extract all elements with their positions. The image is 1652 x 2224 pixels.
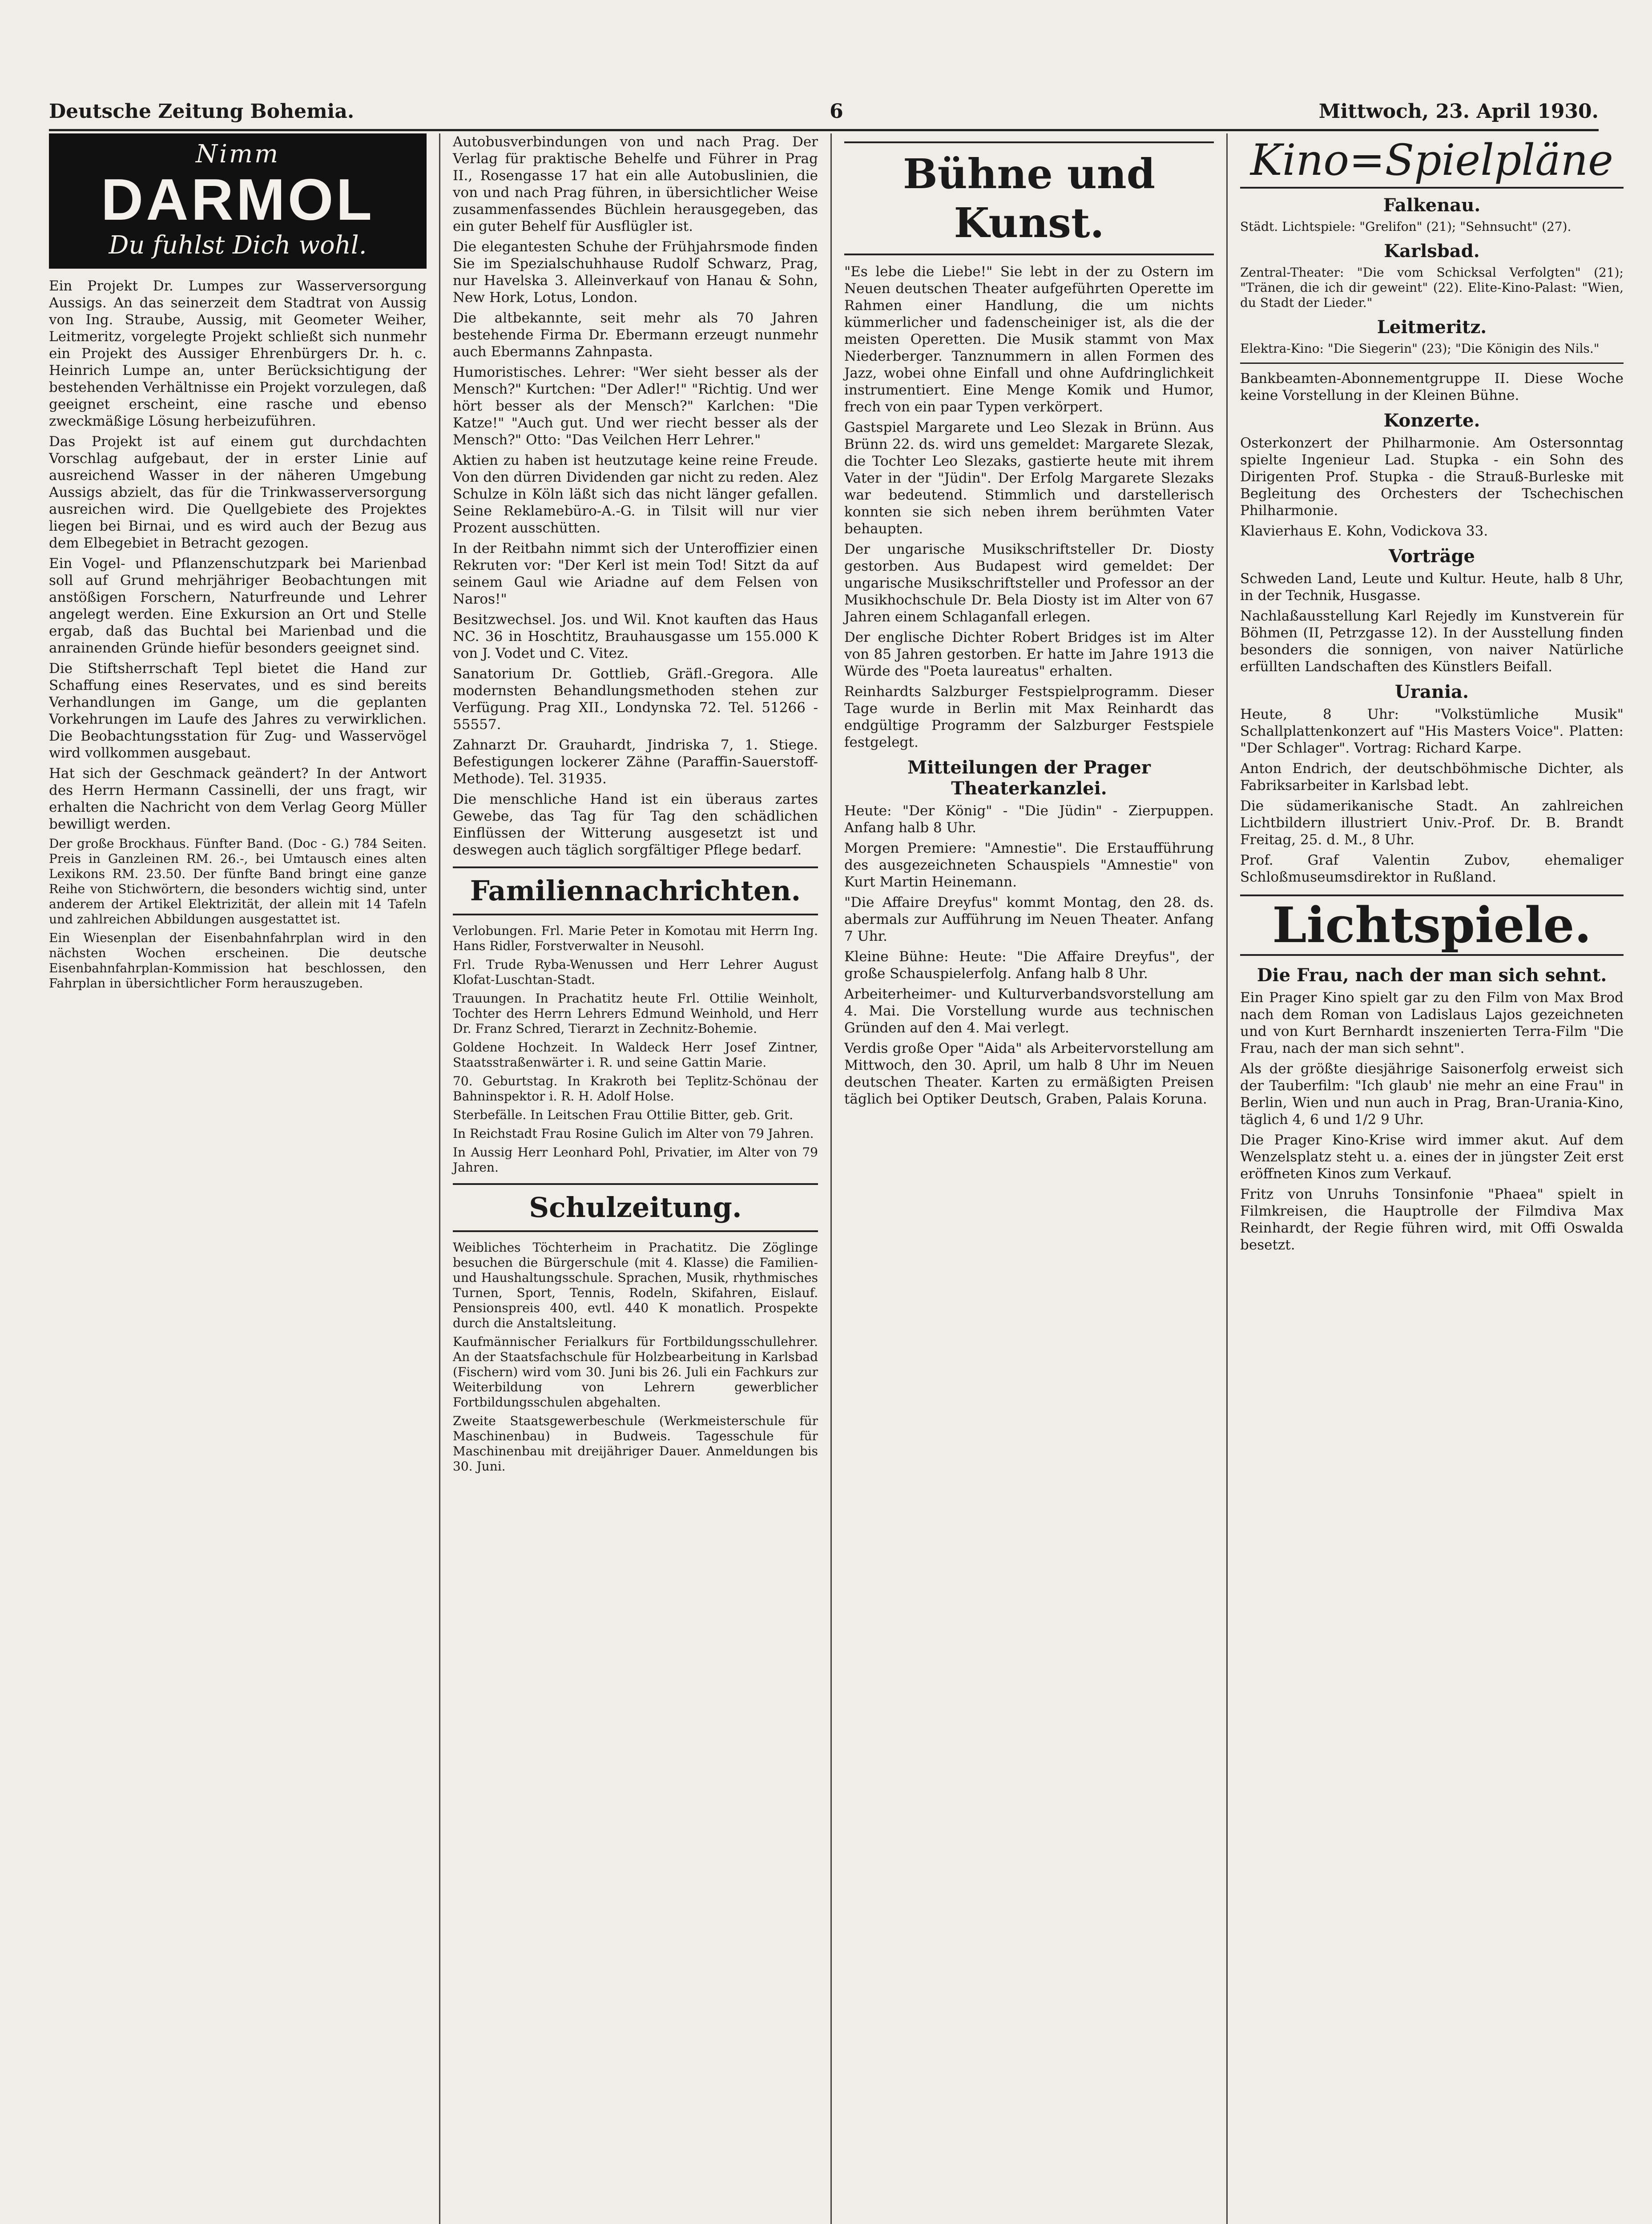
theater-section-title: Bühne und Kunst. xyxy=(844,141,1214,255)
film-text: Fritz von Unruhs Tonsinfonie "Phaea" spielt in Filmkreisen, die Hauptrolle der Filmdiva Max Reinhardt, der Regie führen wird, mit Offi Oswalda besetzt. xyxy=(1240,1186,1624,1253)
article-paragraph: Arbeiterheimer- und Kulturverbandsvorstellung am 4. Mai. Die Vorstellung wurde aus technischen Gründen auf den 4. Mai verlegt. xyxy=(844,986,1214,1036)
article-paragraph: Ein Wiesenplan der Eisenbahnfahrplan wird in den nächsten Wochen erscheinen. Die deutsche Eisenbahnfahrplan-Kommission hat beschlossen, den Fahrplan in übersichtlicher Form herauszugeben. xyxy=(49,931,427,991)
family-notice: Frl. Trude Ryba-Wenussen und Herr Lehrer August Klofat-Luschtan-Stadt. xyxy=(453,957,818,987)
article-paragraph: Hat sich der Geschmack geändert? In der Antwort des Herrn Hermann Cassinelli, der uns fragt, wir erhalten die Nachricht von dem Verlag Georg Müller bewilligt werden. xyxy=(49,766,427,832)
article-paragraph: Ein Vogel- und Pflanzenschutzpark bei Marienbad soll auf Grund mehrjähriger Beobachtungen mit anstößigen Forschern, Naturfreunde und Lehrer angelegt werden. Eine Exkursion an Ort und Stelle ergab, daß das Buchtal bei Marienbad und die anrainenden Gründe hiefür besonders geeignet sind. xyxy=(49,556,427,656)
film-text: Ein Prager Kino spielt gar zu den Film von Max Brod nach dem Roman von Ladislaus Lajos gezeichneten und von Kurt Bernhardt inszenierten Terra-Film "Die Frau, nach der man sich sehnt". xyxy=(1240,990,1624,1056)
urania-text: Heute, 8 Uhr: "Volkstümliche Musik" Schallplattenkonzert auf "His Masters Voice". Platten: "Der Schlager". Vortrag: Richard Karpe. xyxy=(1240,706,1624,756)
cinema-listing: Zentral-Theater: "Die vom Schicksal Verfolgten" (21); "Tränen, die ich dir geweint" (22). Elite-Kino-Palast: "Wien, du Stadt der Lieder." xyxy=(1240,265,1624,310)
school-notice: Kaufmännischer Ferialkurs für Fortbildungsschullehrer. An der Staatsfachschule für Holzbearbeitung in Karlsbad (Fischern) wird vom 30. Juni bis 26. Juli ein Fachkurs zur Weiterbildung von Lehrern gewerblicher Fortbildungsschulen abgehalten. xyxy=(453,1334,818,1410)
concert-text: Klavierhaus E. Kohn, Vodickova 33. xyxy=(1240,523,1488,539)
family-notice: In Aussig Herr Leonhard Pohl, Privatier, im Alter von 79 Jahren. xyxy=(453,1145,818,1175)
concert-text: Osterkonzert der Philharmonie. Am Ostersonntag spielte Ingenieur Lad. Stupka - ein Sohn des Dirigenten Prof. Stupka - die Strauß-Burleske mit Begleitung des Orchesters der Tschechischen Philharmonie. xyxy=(1240,435,1624,519)
family-notice: Sterbefälle. In Leitschen Frau Ottilie Bitter, geb. Grit. xyxy=(453,1108,794,1122)
film-text: Als der größte diesjährige Saisonerfolg erweist sich der Tauberfilm: "Ich glaub' nie mehr an eine Frau" in Berlin, Wien und nun auch in Prag, Bran-Urania-Kino, täglich 4, 6 und 1/2 9 Uhr. xyxy=(1240,1061,1624,1128)
article-paragraph: Der große Brockhaus. Fünfter Band. (Doc - G.) 784 Seiten. Preis in Ganzleinen RM. 26.-, bei Umtausch eines alten Lexikons RM. 23.50. Der fünfte Band bringt eine ganze Reihe von Stichwörtern, die besonders wichtig sind, unter anderem der Artikel Elektrizität, der allein mit 14 Tafeln und zahlreichen Abbildungen ausgestattet ist. xyxy=(49,836,427,927)
urania-text: Die südamerikanische Stadt. An zahlreichen Lichtbildern illustriert Univ.-Prof. Dr. B. Brandt Freitag, 25. d. M., 8 Uhr. xyxy=(1240,798,1624,848)
article-paragraph: Das Projekt ist auf einem gut durchdachten Vorschlag aufgebaut, der in erster Linie auf ausreichend Wasser in der näheren Umgebung Aussigs abzielt, das für die Trinkwasserversorgung ausreichen wird. Die Quellgebiete des Projektes liegen bei Birnai, und es wird auch der Bezug aus dem Elbegebiet in Betracht gezogen. xyxy=(49,434,427,551)
article-paragraph: Die elegantesten Schuhe der Frühjahrsmode finden Sie im Spezialschuhhause Rudolf Schwarz, Prag, nur Havelska 3. Alleinverkauf von Hanau & Sohn, New Hork, Lotus, London. xyxy=(453,239,818,306)
school-notice: Zweite Staatsgewerbeschule (Werkmeisterschule für Maschinenbau) in Budweis. Tagesschule für Maschinenbau mit dreijähriger Dauer. Anmeldungen bis 30. Juni. xyxy=(453,1414,818,1474)
film-section-title: Lichtspiele. xyxy=(1240,894,1624,956)
article-paragraph: "Es lebe die Liebe!" Sie lebt in der zu Ostern im Neuen deutschen Theater aufgeführten Operette im Rahmen einer Handlung, die um nichts kümmerlicher und fadenscheiniger ist, als die der meisten Operetten. Die Musik stammt von Max Niederberger. Tanznummern in allen Formen des Jazz, wobei ohne Einfall und ohne Aufdringlichkeit instrumentiert. Eine Menge Komik und Humor, frech von ein paar Typen verkörpert. xyxy=(844,264,1214,415)
family-section-title: Familiennachrichten. xyxy=(453,866,818,915)
lecture-text: Nachlaßausstellung Karl Rejedly im Kunstverein für Böhmen (II, Petrzgasse 12). In der Ausstellung finden besonders die sonnigen, von naiver Natürliche erfüllten Landschaften des Künstlers Beifall. xyxy=(1240,608,1624,675)
concerts-heading: Konzerte. xyxy=(1383,410,1480,431)
family-notice: Goldene Hochzeit. In Waldeck Herr Josef Zintner, Staatsstraßenwärter i. R. und seine Gattin Marie. xyxy=(453,1040,818,1070)
family-notice: Verlobungen. Frl. Marie Peter in Komotau mit Herrn Ing. Hans Ridler, Forstverwalter in Neusohl. xyxy=(453,923,818,953)
film-text: Die Prager Kino-Krise wird immer akut. Auf dem Wenzelsplatz steht u. a. eines der in jüngster Zeit erst eröffneten Kinos zum Verkauf. xyxy=(1240,1132,1624,1182)
city-heading: Karlsbad. xyxy=(1384,241,1480,262)
header-date: Mittwoch, 23. April 1930. xyxy=(1318,100,1599,123)
page-header xyxy=(49,93,1599,131)
darmol-advertisement xyxy=(49,133,427,269)
article-paragraph: Der englische Dichter Robert Bridges ist im Alter von 85 Jahren gestorben. Er hatte im Jahre 1913 die Würde des "Poeta laureatus" erhalten. xyxy=(844,629,1214,679)
column-3 xyxy=(832,133,1228,2224)
article-paragraph: Sanatorium Dr. Gottlieb, Gräfl.-Gregora. Alle modernsten Behandlungsmethoden stehen zur Verfügung. Prag XII., Londynska 72. Tel. 51266 - 55557. xyxy=(453,666,818,733)
ad-nimm: Nimm xyxy=(195,140,280,169)
urania-text: Prof. Graf Valentin Zubov, ehemaliger Schloßmuseumsdirektor in Rußland. xyxy=(1240,852,1624,885)
family-notice: Trauungen. In Prachatitz heute Frl. Ottilie Weinholt, Tochter des Herrn Lehrers Edmund Weinhold, und Herr Dr. Franz Schred, Tierarzt in Zechnitz-Bohemie. xyxy=(453,991,818,1036)
ad-tagline: Du fuhlst Dich wohl. xyxy=(109,231,367,260)
article-paragraph: "Die Affaire Dreyfus" kommt Montag, den 28. ds. abermals zur Aufführung im Neuen Theater. Anfang 7 Uhr. xyxy=(844,894,1214,944)
article-paragraph: Humoristisches. Lehrer: "Wer sieht besser als der Mensch?" Kurtchen: "Der Adler!" "Richtig. Und wer hört besser als der Mensch?" Karlchen: "Die Katze!" "Auch gut. Und wer riecht besser als der Mensch?" Otto: "Das Veilchen Herr Lehrer." xyxy=(453,364,818,448)
article-paragraph: Heute: "Der König" - "Die Jüdin" - Zierpuppen. Anfang halb 8 Uhr. xyxy=(844,803,1214,836)
divider xyxy=(1240,363,1624,364)
article-paragraph: Gastspiel Margarete und Leo Slezak in Brünn. Aus Brünn 22. ds. wird uns gemeldet: Margarete Slezak, die Tochter Leo Slezaks, gastierte heute mit ihrem Vater in der "Jüdin". Der Erfolg Margarete Slezaks war bedeutend. Stimmlich und darstellerisch konnten sie sich neben ihrem berühmten Vater behaupten. xyxy=(844,419,1214,537)
urania-heading: Urania. xyxy=(1395,681,1469,702)
notice: Bankbeamten-Abonnementgruppe II. Diese Woche keine Vorstellung in der Kleinen Bühne. xyxy=(1240,371,1624,403)
article-paragraph: Ein Projekt Dr. Lumpes zur Wasserversorgung Aussigs. An das seinerzeit dem Stadtrat von Aussig von Ing. Straube, Aussig, mit Geometer Weiher, Leitmeritz, vorgelegte Projekt schließt sich nunmehr ein Projekt des Aussiger Ehrenbürgers Dr. h. c. Heinrich Lumpe an, unter Berücksichtigung der bestehenden Verhältnisse ein Projekt vorzulegen, daß geeignet erscheint, eine rasche und ebenso zweckmäßige Lösung herbeizuführen. xyxy=(49,278,427,429)
city-heading: Falkenau. xyxy=(1383,195,1481,216)
article-paragraph: Autobusverbindungen von und nach Prag. Der Verlag für praktische Behelfe und Führer in Prag II., Rosengasse 17 hat ein alle Autobuslinien, die von und nach Prag führen, in übersichtlicher Weise zusammenfassendes Büchlein herausgegeben, das ein guter Behelf für Ausflügler ist. xyxy=(453,134,818,234)
article-paragraph: Zahnarzt Dr. Grauhardt, Jindriska 7, 1. Stiege. Befestigungen lockerer Zähne (Paraffin-Sauerstoff-Methode). Tel. 31935. xyxy=(453,737,818,787)
article-paragraph: Der ungarische Musikschriftsteller Dr. Diosty gestorben. Aus Budapest wird gemeldet: Der ungarische Musikschriftsteller und Professor an der Musikhochschule Dr. Bela Diosty ist im Alter von 67 Jahren einem Schlaganfall erlegen. xyxy=(844,541,1214,625)
columns xyxy=(49,133,1624,2224)
header-paper-name: Deutsche Zeitung Bohemia. xyxy=(49,100,355,123)
lectures-heading: Vorträge xyxy=(1388,546,1475,567)
column-4 xyxy=(1228,133,1624,2224)
urania-text: Anton Endrich, der deutschböhmische Dichter, als Fabriksarbeiter in Karlsbad lebt. xyxy=(1240,761,1624,794)
theater-office-heading: Mitteilungen der Prager Theaterkanzlei. xyxy=(907,757,1151,799)
article-paragraph: Morgen Premiere: "Amnestie". Die Erstaufführung des ausgezeichneten Schauspiels "Amnestie" von Kurt Martin Heinemann. xyxy=(844,840,1214,890)
article-paragraph: Reinhardts Salzburger Festspielprogramm. Dieser Tage wurde in Berlin mit Max Reinhardt das endgültige Programm der Salzburger Festspiele festgelegt. xyxy=(844,684,1214,750)
family-notice: In Reichstadt Frau Rosine Gulich im Alter von 79 Jahren. xyxy=(453,1126,814,1141)
column-1 xyxy=(49,133,440,2224)
cinema-programs-title: Kino=Spielpläne xyxy=(1240,133,1624,189)
header-page-number: 6 xyxy=(830,100,843,123)
cinema-listing: Elektra-Kino: "Die Siegerin" (23); "Die Königin des Nils." xyxy=(1240,341,1600,356)
city-heading: Leitmeritz. xyxy=(1377,317,1487,338)
article-paragraph: Die altbekannte, seit mehr als 70 Jahren bestehende Firma Dr. Ebermann erzeugt nunmehr auch Ebermanns Zahnpasta. xyxy=(453,310,818,360)
ad-brand: DARMOL xyxy=(101,167,375,232)
cinema-listing: Städt. Lichtspiele: "Grelifon" (21); "Sehnsucht" (27). xyxy=(1240,219,1571,234)
article-paragraph: Kleine Bühne: Heute: "Die Affaire Dreyfus", der große Schauspielerfolg. Anfang halb 8 Uhr. xyxy=(844,949,1214,982)
lecture-text: Schweden Land, Leute und Kultur. Heute, halb 8 Uhr, in der Technik, Husgasse. xyxy=(1240,571,1624,604)
family-notice: 70. Geburtstag. In Krakroth bei Teplitz-Schönau der Bahninspektor i. R. H. Adolf Holse. xyxy=(453,1074,818,1104)
film-article-heading: Die Frau, nach der man sich sehnt. xyxy=(1257,965,1607,986)
article-paragraph: In der Reitbahn nimmt sich der Unteroffizier einen Rekruten vor: "Der Kerl ist mein Tod! Sitzt da auf seinem Gaul wie Ariadne auf dem Felsen von Naros!" xyxy=(453,540,818,607)
article-paragraph: Aktien zu haben ist heutzutage keine reine Freude. Von den dürren Dividenden gar nicht zu reden. Alez Schulze in Köln läßt sich das nicht länger gefallen. Seine Reklamebüro-A.-G. in Tilsit will nur vier Prozent ausschütten. xyxy=(453,452,818,536)
school-notice: Weibliches Töchterheim in Prachatitz. Die Zöglinge besuchen die Bürgerschule (mit 4. Klasse) die Familien- und Haushaltungsschule. Sprachen, Musik, rhythmisches Turnen, Sport, Tennis, Rodeln, Skifahren, Eislauf. Pensionspreis 400, evtl. 440 K monatlich. Prospekte durch die Anstaltsleitung. xyxy=(453,1240,818,1330)
school-section-title: Schulzeitung. xyxy=(453,1183,818,1232)
column-2 xyxy=(440,133,832,2224)
article-paragraph: Die Stiftsherrschaft Tepl bietet die Hand zur Schaffung eines Reservates, und es sind bereits Verhandlungen im Gange, um die geplanten Vorkehrungen im Laufe des Jahres zu verwirklichen. Die Beobachtungsstation für Zug- und Wasservögel wird vollkommen ausgebaut. xyxy=(49,661,427,761)
article-paragraph: Verdis große Oper "Aida" als Arbeitervorstellung am Mittwoch, den 30. April, um halb 8 Uhr im Neuen deutschen Theater. Karten zu ermäßigten Preisen täglich bei Optiker Deutsch, Graben, Palais Koruna. xyxy=(844,1040,1214,1107)
article-paragraph: Besitzwechsel. Jos. und Wil. Knot kauften das Haus NC. 36 in Hoschtitz, Brauhausgasse um 155.000 K von J. Vodet und C. Vitez. xyxy=(453,612,818,661)
article-paragraph: Die menschliche Hand ist ein überaus zartes Gewebe, das Tag für Tag den schädlichen Einflüssen der Witterung ausgesetzt ist und deswegen auch täglich sorgfältiger Pflege bedarf. xyxy=(453,791,818,858)
